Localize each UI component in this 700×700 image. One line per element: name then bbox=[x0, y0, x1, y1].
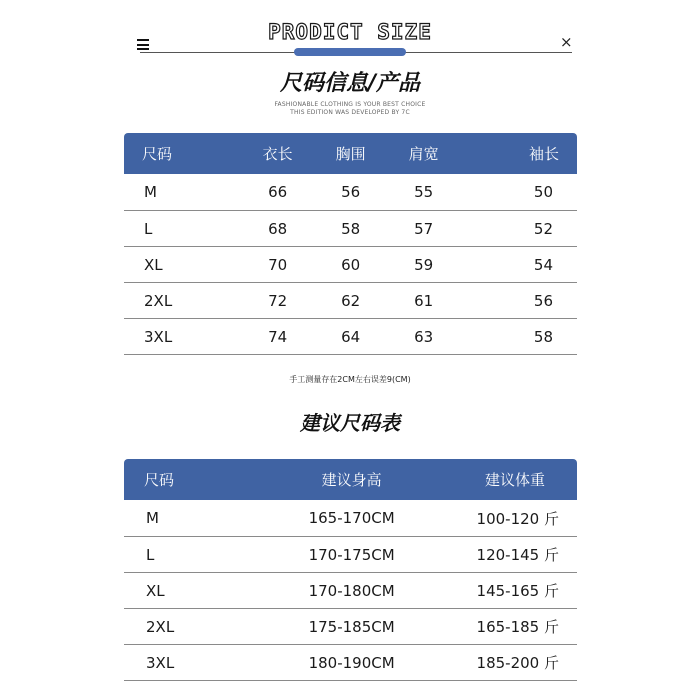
header-cell: 袖长 bbox=[460, 133, 577, 174]
height-cell: 170-175CM bbox=[284, 537, 419, 573]
header-cell: 尺码 bbox=[124, 133, 241, 174]
size-cell: 3XL bbox=[124, 645, 284, 681]
value-cell: 61 bbox=[387, 283, 460, 319]
value-cell: 72 bbox=[241, 283, 314, 319]
value-cell: 57 bbox=[387, 211, 460, 247]
value-cell: 56 bbox=[460, 283, 577, 319]
header-cell: 衣长 bbox=[241, 133, 314, 174]
weight-cell: 145-165 斤 bbox=[419, 573, 577, 609]
recommendation-table bbox=[124, 459, 577, 681]
height-cell: 165-170CM bbox=[284, 500, 419, 537]
header-cell: 建议体重 bbox=[419, 459, 577, 500]
size-table-header bbox=[124, 133, 577, 174]
table-row bbox=[124, 283, 577, 319]
size-cell: 2XL bbox=[124, 283, 241, 319]
value-cell: 59 bbox=[387, 247, 460, 283]
table-row bbox=[124, 609, 577, 645]
value-cell: 52 bbox=[460, 211, 577, 247]
table-row bbox=[124, 573, 577, 609]
value-cell: 63 bbox=[387, 319, 460, 355]
value-cell: 70 bbox=[241, 247, 314, 283]
table-row bbox=[124, 174, 577, 211]
header-cell: 建议身高 bbox=[284, 459, 419, 500]
size-cell: 3XL bbox=[124, 319, 241, 355]
value-cell: 55 bbox=[387, 174, 460, 211]
header-cell: 胸围 bbox=[314, 133, 387, 174]
title-accent-bar bbox=[294, 48, 406, 56]
weight-cell: 100-120 斤 bbox=[419, 500, 577, 537]
weight-cell: 165-185 斤 bbox=[419, 609, 577, 645]
height-cell: 175-185CM bbox=[284, 609, 419, 645]
value-cell: 64 bbox=[314, 319, 387, 355]
table-row bbox=[124, 211, 577, 247]
page-title: PRODICT SIZE bbox=[268, 20, 432, 44]
weight-cell: 120-145 斤 bbox=[419, 537, 577, 573]
subtitle-line-1: FASHIONABLE CLOTHING IS YOUR BEST CHOICE bbox=[274, 101, 426, 108]
value-cell: 50 bbox=[460, 174, 577, 211]
value-cell: 62 bbox=[314, 283, 387, 319]
header-cell: 肩宽 bbox=[387, 133, 460, 174]
value-cell: 60 bbox=[314, 247, 387, 283]
recommendation-title: 建议尺码表 bbox=[300, 411, 400, 435]
size-cell: L bbox=[124, 211, 241, 247]
section-title: 尺码信息/产品 bbox=[279, 71, 421, 96]
height-cell: 180-190CM bbox=[284, 645, 419, 681]
size-cell: XL bbox=[124, 247, 241, 283]
table-row bbox=[124, 500, 577, 537]
subtitle-line-2: THIS EDITION WAS DEVELOPED BY 7C bbox=[290, 109, 410, 116]
menu-icon[interactable] bbox=[137, 39, 149, 50]
table-row bbox=[124, 319, 577, 355]
value-cell: 58 bbox=[314, 211, 387, 247]
size-cell: XL bbox=[124, 573, 284, 609]
table-row bbox=[124, 537, 577, 573]
measurement-note: 手工测量存在2CM左右误差9(CM) bbox=[289, 375, 411, 384]
close-icon[interactable]: × bbox=[560, 33, 573, 51]
value-cell: 74 bbox=[241, 319, 314, 355]
weight-cell: 185-200 斤 bbox=[419, 645, 577, 681]
size-cell: 2XL bbox=[124, 609, 284, 645]
size-cell: M bbox=[124, 174, 241, 211]
value-cell: 68 bbox=[241, 211, 314, 247]
recommendation-table-header bbox=[124, 459, 577, 500]
value-cell: 58 bbox=[460, 319, 577, 355]
table-row bbox=[124, 247, 577, 283]
value-cell: 56 bbox=[314, 174, 387, 211]
header-cell: 尺码 bbox=[124, 459, 284, 500]
size-cell: L bbox=[124, 537, 284, 573]
height-cell: 170-180CM bbox=[284, 573, 419, 609]
table-row bbox=[124, 645, 577, 681]
size-cell: M bbox=[124, 500, 284, 537]
value-cell: 54 bbox=[460, 247, 577, 283]
size-table bbox=[124, 133, 577, 355]
value-cell: 66 bbox=[241, 174, 314, 211]
